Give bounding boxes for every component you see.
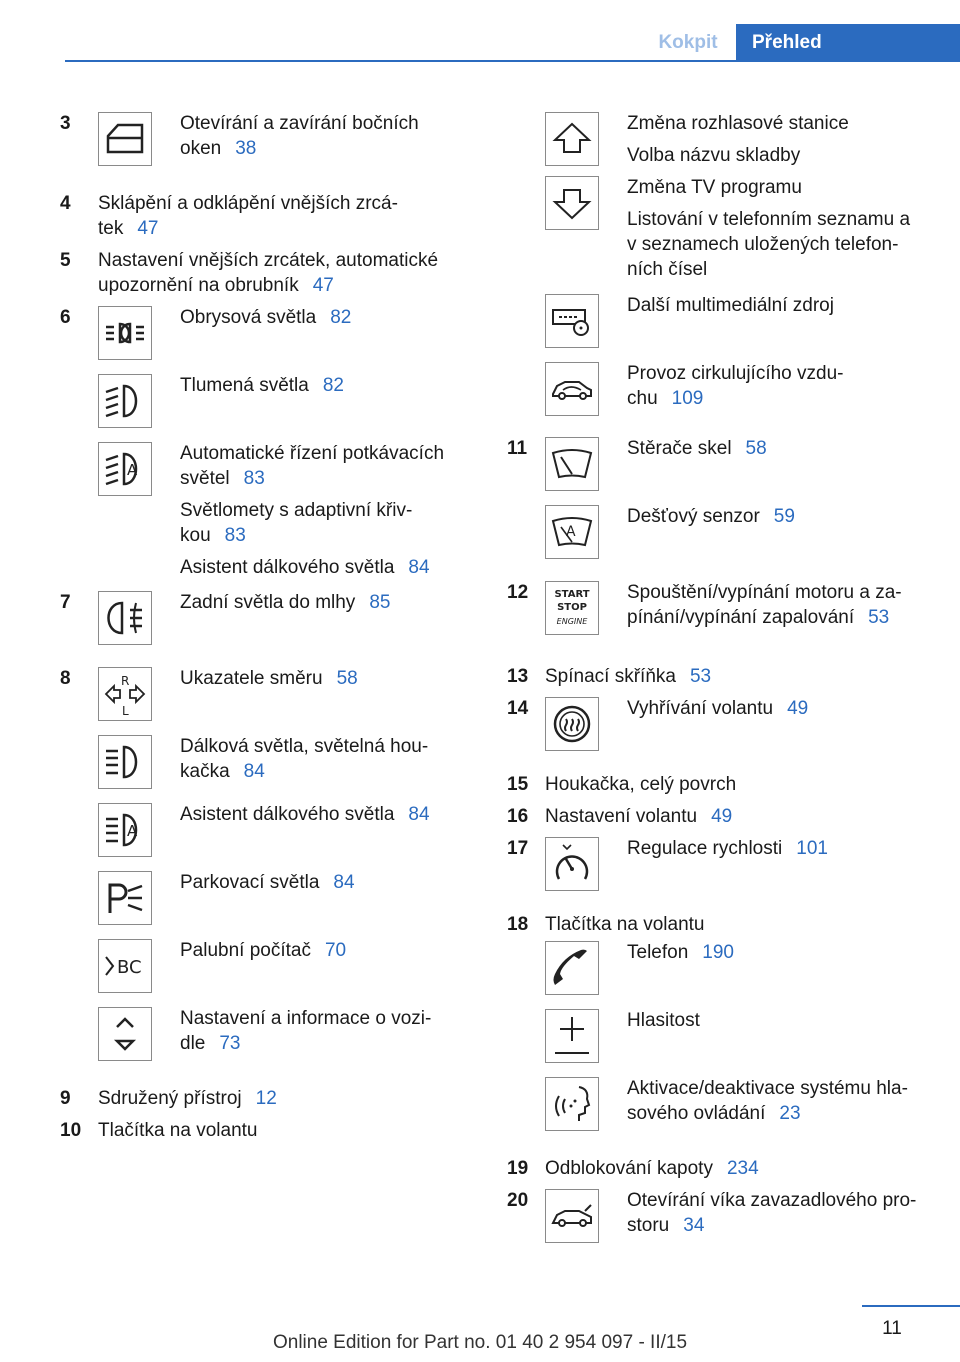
page-reference[interactable]: 83 [243,468,265,489]
entry-text: pínání/vypínání zapalování [627,607,855,628]
entry-text: Regulace rychlosti [627,838,783,859]
entry-number: 15 [507,774,529,795]
page-reference[interactable]: 85 [369,592,391,613]
start-stop-icon [545,581,599,635]
entry-steering-down [507,172,932,290]
side-lights-icon [98,306,152,360]
entry-text: Nastavení volantu [545,806,698,827]
tab-prehled[interactable]: Přehled [736,24,960,61]
entry-text: v seznamech uložených telefon- [627,234,899,255]
entry-number: 10 [60,1120,82,1141]
entry-text: Stěrače skel [627,438,732,459]
entry-text: Ukazatele směru [180,668,323,689]
page-reference[interactable]: 47 [312,275,334,296]
entry-recirculation [507,358,932,433]
high-beam-assistant-icon [98,803,152,857]
entry-text: Sklápění a odklápění vnějších zrcá- [98,193,398,214]
window-icon [98,112,152,166]
page-reference[interactable]: 109 [671,388,704,409]
arrow-down-icon [545,176,599,230]
entry-number: 11 [507,438,528,459]
page-reference[interactable]: 49 [711,806,733,827]
entry-19 [507,1153,932,1185]
entry-10 [60,1115,465,1147]
entry-text: Tlumená světla [180,375,309,396]
board-computer-icon [98,939,152,993]
entry-text: Nastavení vnějších zrcátek, automatické [98,250,439,271]
entry-text: Otevírání a zavírání bočních [180,113,419,134]
entry-number: 5 [60,250,71,271]
entry-13 [507,661,932,693]
entry-media [507,290,932,358]
media-source-icon [545,294,599,348]
entry-text: Vyhřívání volantu [627,698,774,719]
entry-text: Automatické řízení potkávacích [180,443,445,464]
entry-20 [507,1185,932,1243]
entry-15 [507,769,932,801]
entry-text: Asistent dálkového světla [180,557,395,578]
page-reference[interactable]: 58 [745,438,767,459]
entry-text: Asistent dálkového světla [180,804,395,825]
entry-11 [507,433,932,577]
page-reference[interactable]: 49 [787,698,809,719]
entry-number: 9 [60,1088,71,1109]
entry-text: Spouštění/vypínání motoru a za- [627,582,902,603]
entry-text: Provoz cirkulujícího vzdu- [627,363,844,384]
board-computer-icon-label: BC [117,957,142,978]
entry-8 [60,663,465,1083]
entry-text: Sdružený přístroj [98,1088,242,1109]
entry-text: tek [98,218,124,239]
entry-text: Spínací skříňka [545,666,676,687]
entry-text: Zadní světla do mlhy [180,592,356,613]
svg-text:R: R [121,674,130,688]
right-column [507,108,932,1243]
page-reference[interactable]: 47 [137,218,159,239]
entry-4 [60,188,465,245]
entry-number: 13 [507,666,529,687]
entry-text: světel [180,468,230,489]
page-reference[interactable]: 101 [796,838,828,859]
page-reference[interactable]: 58 [336,668,358,689]
entry-text: Hlasitost [627,1010,700,1031]
arrow-up-icon [545,112,599,166]
page-reference[interactable]: 70 [324,940,347,961]
entry-5 [60,245,465,302]
air-recirculation-icon [545,362,599,416]
entry-text: ních čísel [627,259,708,280]
entry-text: Tlačítka na volantu [545,914,705,935]
page-reference[interactable]: 12 [255,1088,277,1109]
entry-text: Změna TV programu [627,177,802,198]
entry-steering-up [507,108,932,172]
entry-number: 19 [507,1158,529,1179]
page-reference[interactable]: 23 [779,1103,801,1124]
entry-text: Obrysová světla [180,307,317,328]
entry-text: Dálková světla, světelná hou- [180,736,429,757]
page-reference[interactable]: 84 [243,761,265,782]
entry-text: Otevírání víka zavazadlového pro- [627,1190,917,1211]
entry-text: Aktivace/deaktivace systému hla- [627,1078,908,1099]
page-reference[interactable]: 83 [224,525,246,546]
entry-text: Volba názvu skladby [627,145,801,166]
cruise-control-icon [545,837,599,891]
page-reference[interactable]: 190 [702,942,734,963]
entry-text: Parkovací světla [180,872,320,893]
edition-footer: Online Edition for Part no. 01 40 2 954 097 - II/15 [272,1332,688,1353]
start-stop-icon-label: STOP [557,602,587,613]
entry-text: storu [627,1215,670,1236]
entry-number: 6 [60,307,71,328]
entry-text: Tlačítka na volantu [98,1120,258,1141]
entry-text: chu [627,388,658,409]
page-reference[interactable]: 53 [689,666,712,687]
entry-12 [507,577,932,661]
entry-text: dle [180,1033,206,1054]
phone-icon [545,941,599,995]
entry-number: 7 [60,592,71,613]
up-down-arrows-icon [98,1007,152,1061]
page-reference[interactable]: 82 [330,307,352,328]
entry-14 [507,693,932,769]
low-beam-icon [98,374,152,428]
page-reference[interactable]: 82 [322,375,344,396]
entry-number: 16 [507,806,529,827]
page-reference[interactable]: 38 [235,138,257,159]
entry-text: oken [180,138,222,159]
svg-text:A: A [127,822,138,840]
tab-kokpit[interactable]: Kokpit [658,32,718,53]
entry-number: 4 [60,193,71,214]
page-reference[interactable]: 84 [408,557,430,578]
footer-rule [862,1305,960,1307]
voice-control-icon [545,1077,599,1131]
svg-text:A: A [127,461,138,479]
turn-signal-icon [98,667,152,721]
entry-number: 20 [507,1190,529,1211]
entry-text: Telefon [627,942,689,963]
entry-18 [507,909,932,1153]
entry-16 [507,801,932,833]
entry-6 [60,302,465,587]
entry-text: Listování v telefonním seznamu a [627,209,911,230]
auto-headlight-icon [98,442,152,496]
entry-text: Další multimediální zdroj [627,295,834,316]
page-reference[interactable]: 34 [683,1215,705,1236]
entry-text: kačka [180,761,230,782]
entry-text: Světlomety s adaptivní křiv- [180,500,413,521]
svg-text:L: L [122,704,129,717]
volume-icon [545,1009,599,1063]
entry-text: kou [180,525,211,546]
page-reference[interactable]: 234 [726,1158,759,1179]
left-column [60,108,465,1147]
page-reference[interactable]: 84 [333,872,355,893]
high-beam-icon [98,735,152,789]
entry-text: Houkačka, celý povrch [545,774,737,795]
entry-number: 14 [507,698,529,719]
entry-number: 8 [60,668,71,689]
svg-text:A: A [566,524,576,540]
entry-text: Změna rozhlasové stanice [627,113,849,134]
entry-text: upozornění na obrubník [98,275,299,296]
steering-heating-icon [545,697,599,751]
entry-3 [60,108,465,188]
page-number: 11 [882,1318,902,1339]
start-stop-icon-label: ENGINE [556,617,588,626]
page-reference[interactable]: 59 [773,506,795,527]
entry-number: 12 [507,582,529,603]
page-reference[interactable]: 53 [868,607,890,628]
rear-fog-light-icon [98,591,152,645]
entry-7 [60,587,465,663]
entry-9 [60,1083,465,1115]
entry-text: Nastavení a informace o vozi- [180,1008,432,1029]
entry-text: Dešťový senzor [627,506,760,527]
entry-number: 3 [60,113,71,134]
page-reference[interactable]: 73 [219,1033,241,1054]
parking-lights-icon [98,871,152,925]
rain-sensor-icon [545,505,599,559]
wiper-icon [545,437,599,491]
entry-text: Odblokování kapoty [545,1158,713,1179]
trunk-lid-icon [545,1189,599,1243]
entry-17 [507,833,932,909]
header-rule [65,60,960,62]
entry-number: 18 [507,914,529,935]
entry-text: Palubní počítač [180,940,311,961]
entry-number: 17 [507,838,529,859]
entry-text: sového ovládání [627,1103,766,1124]
page-reference[interactable]: 84 [408,804,430,825]
start-stop-icon-label: START [554,589,590,600]
